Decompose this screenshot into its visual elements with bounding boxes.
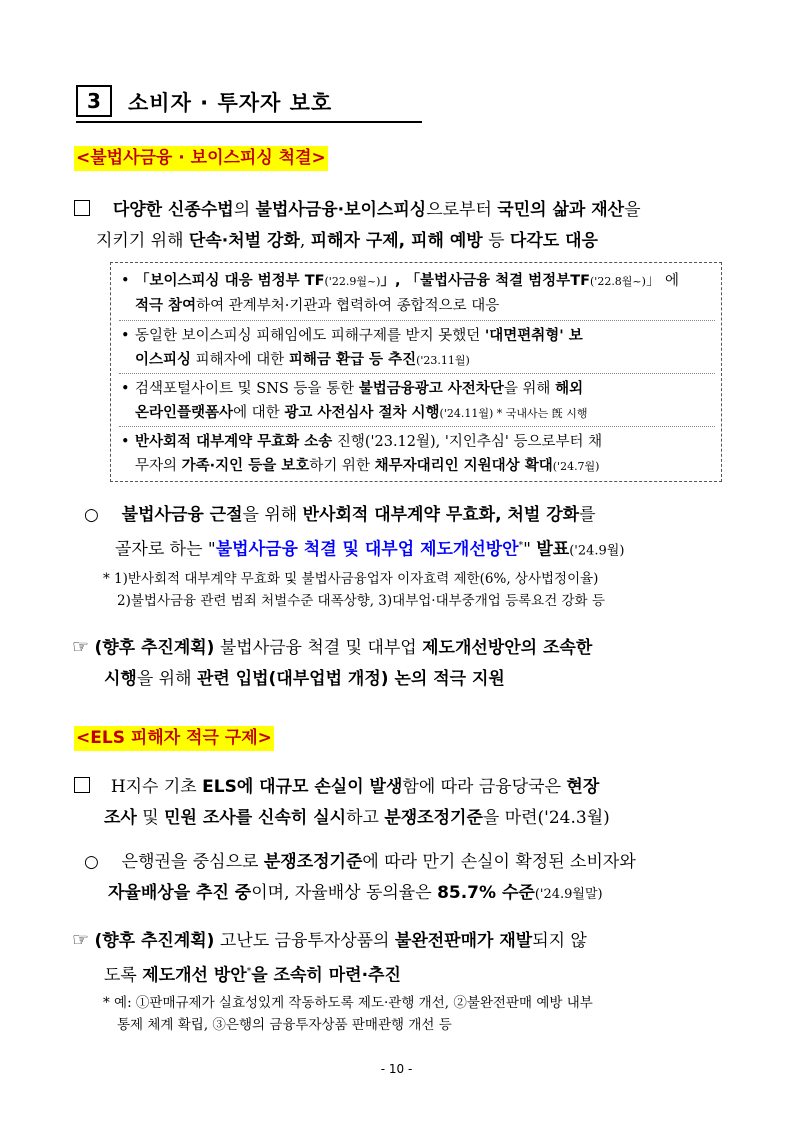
date-text: ('24.7월) — [552, 460, 600, 473]
text-bold: 광고 사전심사 절차 시행 — [284, 405, 440, 421]
note-line: 통제 체계 확립, ③은행의 금융투자상품 판매관행 개선 등 — [117, 1017, 452, 1033]
footnote-2 — [103, 992, 733, 1036]
text-bold-blue: 불법사금융 척결 및 대부업 제도개선방안 — [215, 539, 519, 560]
text: 의 — [233, 200, 256, 220]
date-text: ('23.11월) — [416, 354, 470, 367]
text: 동일한 보이스피싱 피해임에도 피해구제를 받지 못했던 — [135, 328, 485, 344]
text: 하여 관계부처·기관과 협력하여 종합적으로 대응 — [196, 298, 500, 314]
paragraph-1 — [74, 195, 734, 257]
text-bold: ELS에 대규모 손실이 발생 — [202, 777, 403, 797]
text-bold: 불법사금융·보이스피싱 — [255, 200, 427, 220]
section-number: 3 — [76, 85, 112, 117]
date-text: ('22.8월~) — [590, 275, 646, 288]
paragraph-4 — [84, 847, 734, 910]
text: 이며, 자율배상 동의율은 — [251, 883, 438, 903]
text: 골자로 하는 " — [115, 539, 216, 560]
text-bold: 단속·처벌 강화 — [188, 231, 300, 251]
text-bold: 조사 — [104, 808, 137, 828]
square-bullet-icon — [74, 777, 90, 793]
text-bold: (향후 추진계획) — [94, 638, 215, 658]
text-bold: 불법사금융 근절 — [121, 505, 243, 525]
date-text: ('24.11월) * 국내사는 旣 시행 — [439, 407, 588, 420]
text-bold: '대면편취형' 보 — [484, 328, 583, 344]
divider — [119, 320, 715, 321]
text-bold: 다양한 신종수법 — [112, 200, 234, 220]
text-bold: 발표 — [536, 539, 570, 560]
text-bold: 해외 — [555, 381, 584, 397]
text: 및 — [136, 808, 165, 828]
text: 을 위해 — [136, 669, 197, 689]
date-text: ('22.9월~) — [324, 275, 381, 288]
text: 지키기 위해 — [96, 231, 189, 251]
text-bold: 이스피싱 — [135, 352, 192, 368]
pointing-hand-icon: ☞ — [72, 929, 90, 951]
divider — [119, 373, 715, 374]
subtitle-text: <불법사금융 · 보이스피싱 척결> — [74, 146, 328, 171]
text-bold: 반사회적 대부계약 무효화 소송 — [135, 434, 333, 450]
text: , — [299, 231, 311, 251]
plan-2 — [72, 925, 732, 992]
text-bold: 관련 입법(대부업법 개정) 논의 적극 지원 — [196, 669, 505, 689]
subtitle-els — [74, 727, 274, 749]
bullet-icon: • — [121, 273, 130, 289]
text: 도록 — [104, 965, 143, 986]
text: 피해자에 대한 — [191, 352, 289, 368]
text: 검색포털사이트 및 SNS 등을 통한 — [135, 381, 359, 397]
plan-1 — [72, 632, 732, 695]
box-item — [111, 430, 721, 479]
text: " — [523, 539, 537, 560]
date-text: ('24.9월) — [569, 543, 625, 559]
text: 되지 않 — [532, 931, 587, 951]
date-text: ('24.9월말) — [534, 887, 603, 902]
text-bold: 85.7% 수준 — [437, 883, 535, 903]
paragraph-2 — [84, 500, 734, 567]
section-title: 소비자 · 투자자 보호 — [128, 91, 333, 115]
text: 을 위해 — [503, 381, 556, 397]
note-line: * 예: ①판매규제가 실효성있게 작동하도록 제도·관행 개선, ②불완전판매 예방 내부 — [103, 995, 593, 1011]
section-header — [76, 85, 422, 123]
text-bold: 피해금 환급 등 추진 — [288, 352, 417, 368]
text-bold: 반사회적 대부계약 무효화, 처벌 강화 — [302, 505, 580, 525]
text-bold: 적극 참여 — [135, 298, 197, 314]
text-bold: 을 조속히 마련·추진 — [251, 965, 401, 986]
box-item — [111, 324, 721, 373]
text-bold: 분쟁조정기준 — [263, 852, 363, 872]
text: 함에 따라 금융당국은 — [402, 777, 567, 797]
text: 에 따라 만기 손실이 확정된 소비자와 — [362, 852, 636, 872]
text-bold: 피해자 구제, 피해 예방 — [310, 231, 483, 251]
text: 하고 — [346, 808, 385, 828]
text-bold: 불완전판매가 재발 — [394, 931, 533, 951]
text-bold: 분쟁조정기준 — [384, 808, 483, 828]
box-item — [111, 269, 721, 318]
paragraph-3 — [74, 772, 734, 834]
footnote-mark: * — [246, 967, 252, 977]
text-bold: 국민의 삶과 재산 — [497, 200, 625, 220]
pointing-hand-icon: ☞ — [72, 636, 90, 658]
text-bold: 온라인플랫폼사 — [135, 405, 234, 421]
text: 에 대한 — [233, 405, 285, 421]
text: 을 마련('24.3월) — [482, 808, 610, 828]
text-bold: (향후 추진계획) — [94, 931, 215, 951]
text: 은행권을 중심으로 — [121, 852, 264, 872]
text: 을 — [624, 200, 641, 220]
text-bold: 채무자대리인 지원대상 확대 — [374, 458, 553, 474]
divider — [119, 426, 715, 427]
bullet-icon: • — [121, 381, 130, 397]
text-bold: 자율배상을 추진 중 — [108, 883, 252, 903]
text-bold: 다각도 대응 — [509, 231, 598, 251]
text-bold: 「보이스피싱 대응 범정부 TF — [135, 273, 325, 289]
text-bold: 」, 「불법사금융 척결 범정부TF — [380, 273, 590, 289]
text-bold: 제도개선방안의 조속한 — [422, 638, 593, 658]
circle-bullet-icon: ○ — [84, 852, 99, 872]
bullet-icon: • — [121, 328, 130, 344]
text: 하기 위한 — [309, 458, 375, 474]
circle-bullet-icon: ○ — [84, 505, 99, 525]
text: 등 — [482, 231, 510, 251]
note-line: 2)불법사금융 관련 범죄 처벌수준 대폭상향, 3)대부업·대부중개업 등록요건 강화 등 — [117, 593, 605, 609]
text: 를 — [579, 505, 596, 525]
text: 불법사금융 척결 및 대부업 — [214, 638, 423, 658]
text: 」 에 — [645, 273, 680, 289]
detail-box — [110, 262, 722, 482]
footnote-1 — [103, 568, 733, 612]
square-bullet-icon — [74, 200, 90, 216]
text: 무자의 — [135, 458, 182, 474]
text: H지수 기초 — [110, 777, 203, 797]
text: 진행('23.12월), '지인추심' 등으로부터 채 — [332, 434, 603, 450]
text: 고난도 금융투자상품의 — [214, 931, 395, 951]
text: 으로부터 — [426, 200, 498, 220]
note-line: * 1)반사회적 대부계약 무효화 및 불법사금융업자 이자효력 제한(6%, 상사법정이율) — [103, 571, 599, 587]
text-bold: 현장 — [566, 777, 600, 797]
footnote-mark: * — [518, 541, 524, 551]
text-bold: 민원 조사를 신속히 실시 — [164, 808, 347, 828]
text-bold: 시행 — [104, 669, 137, 689]
box-item — [111, 377, 721, 426]
text-bold: 가족·지인 등을 보호 — [181, 458, 310, 474]
text-bold: 제도개선 방안 — [142, 965, 247, 986]
bullet-icon: • — [121, 434, 130, 450]
subtitle-text: <ELS 피해자 적극 구제> — [74, 726, 274, 751]
text: 을 위해 — [242, 505, 303, 525]
subtitle-illegal-finance — [74, 147, 328, 169]
text-bold: 불법금융광고 사전차단 — [358, 381, 504, 397]
page-number: - 10 - — [380, 1062, 413, 1076]
